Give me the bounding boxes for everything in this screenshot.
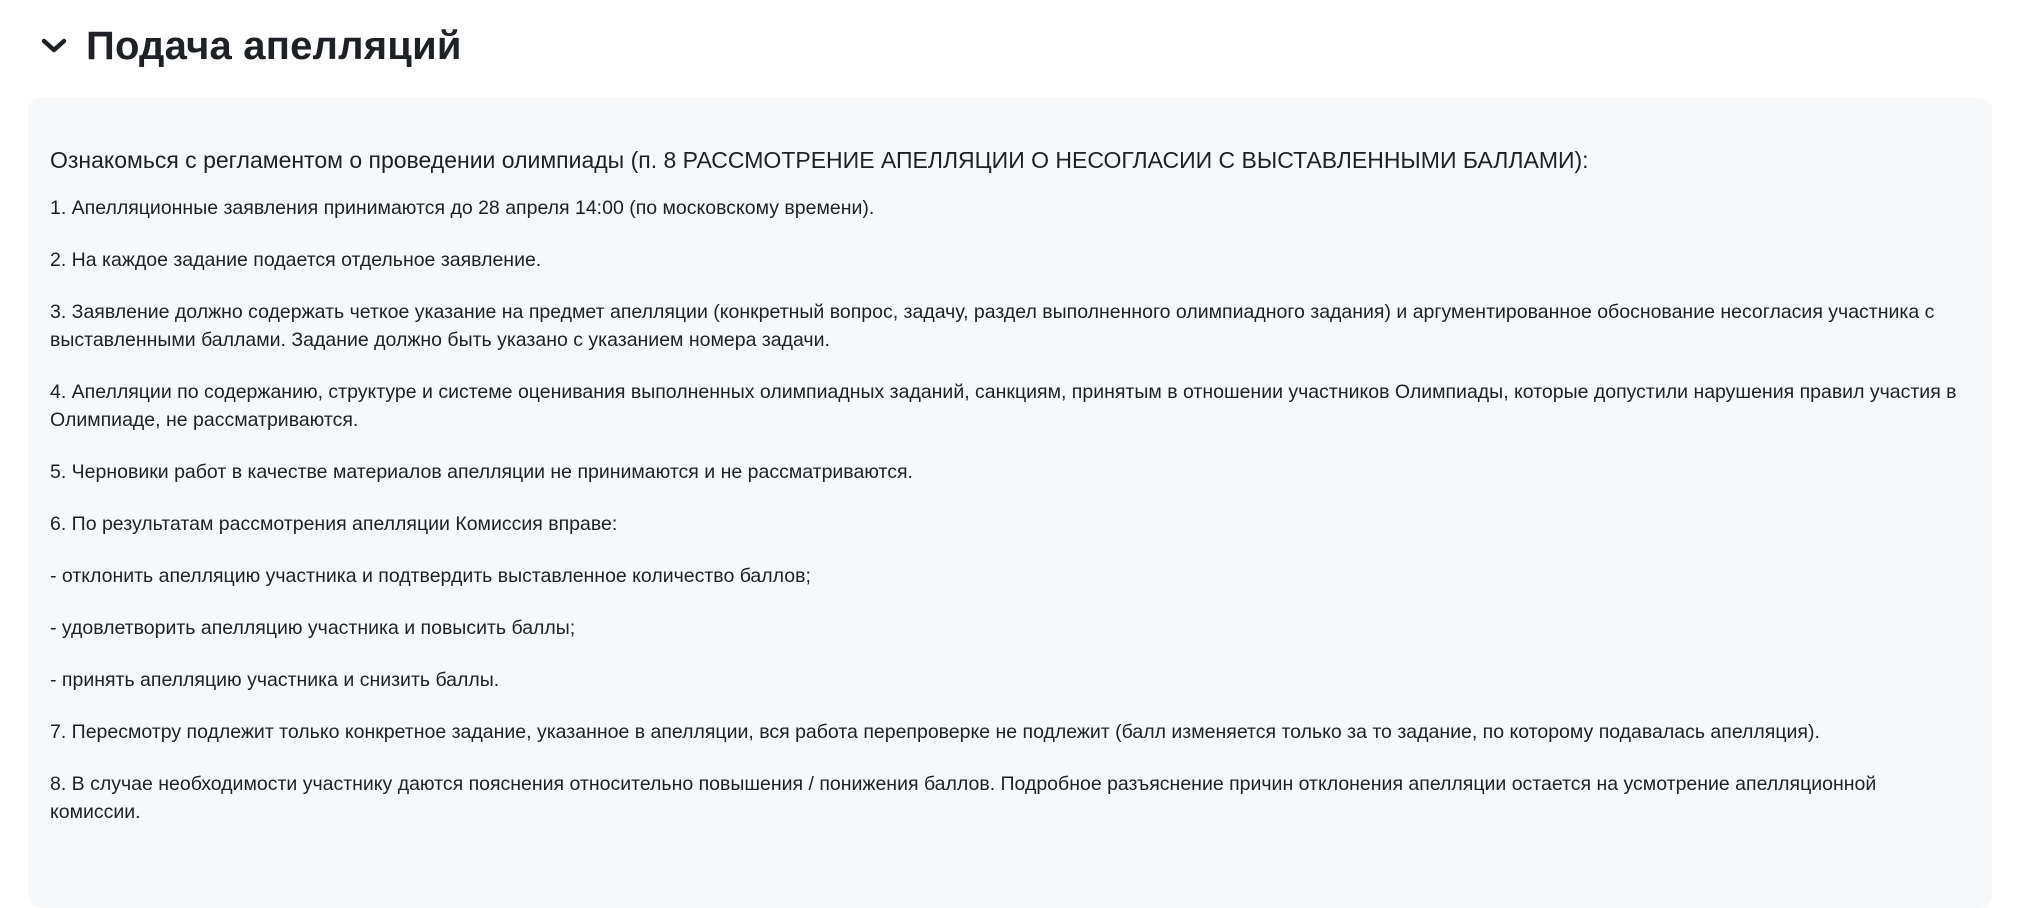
rule-paragraph: 4. Апелляции по содержанию, структуре и системе оценивания выполненных олимпиадных заданий, санкциям, принятым в отношении участников Олимпиады, которые допустили нарушения правил участия в Олимпиаде, не рассматриваются. (50, 381, 1957, 431)
rule-paragraph: 1. Апелляционные заявления принимаются до 28 апреля 14:00 (по московскому времени). (50, 197, 875, 219)
rule-option: - отклонить апелляцию участника и подтвердить выставленное количество баллов; (50, 565, 811, 587)
rule-paragraph: 2. На каждое задание подается отдельное заявление. (50, 249, 542, 271)
section-content (28, 98, 1992, 908)
rule-paragraph: 5. Черновики работ в качестве материалов апелляции не принимаются и не рассматриваются. (50, 461, 913, 483)
rule-paragraph: 6. По результатам рассмотрения апелляции Комиссия вправе: (50, 513, 618, 535)
rule-option: - удовлетворить апелляцию участника и повысить баллы; (50, 617, 576, 639)
rule-paragraph: 3. Заявление должно содержать четкое указание на предмет апелляции (конкретный вопрос, задачу, раздел выполненного олимпиадного задания) и аргументированное обоснование несогласия участника с выставленными баллами. Задание должно быть указано с указанием номера задачи. (50, 301, 1935, 351)
intro-text: Ознакомься с регламентом о проведении олимпиады (п. 8 РАССМОТРЕНИЕ АПЕЛЛЯЦИИ О НЕСОГЛАСИИ С ВЫСТАВЛЕННЫМИ БАЛЛАМИ): (50, 147, 1589, 173)
rule-paragraph: 8. В случае необходимости участнику даются пояснения относительно повышения / понижения баллов. Подробное разъяснение причин отклонения апелляции остается на усмотрение апелляционной комиссии. (50, 773, 1877, 823)
rule-paragraph: 7. Пересмотру подлежит только конкретное задание, указанное в апелляции, вся работа перепроверке не подлежит (балл изменяется только за то задание, по которому подавалась апелляция). (50, 721, 1820, 743)
section-header (40, 14, 462, 78)
section-title: Подача апелляций (86, 24, 462, 68)
chevron-down-icon[interactable] (40, 32, 68, 60)
rule-option: - принять апелляцию участника и снизить баллы. (50, 669, 500, 691)
